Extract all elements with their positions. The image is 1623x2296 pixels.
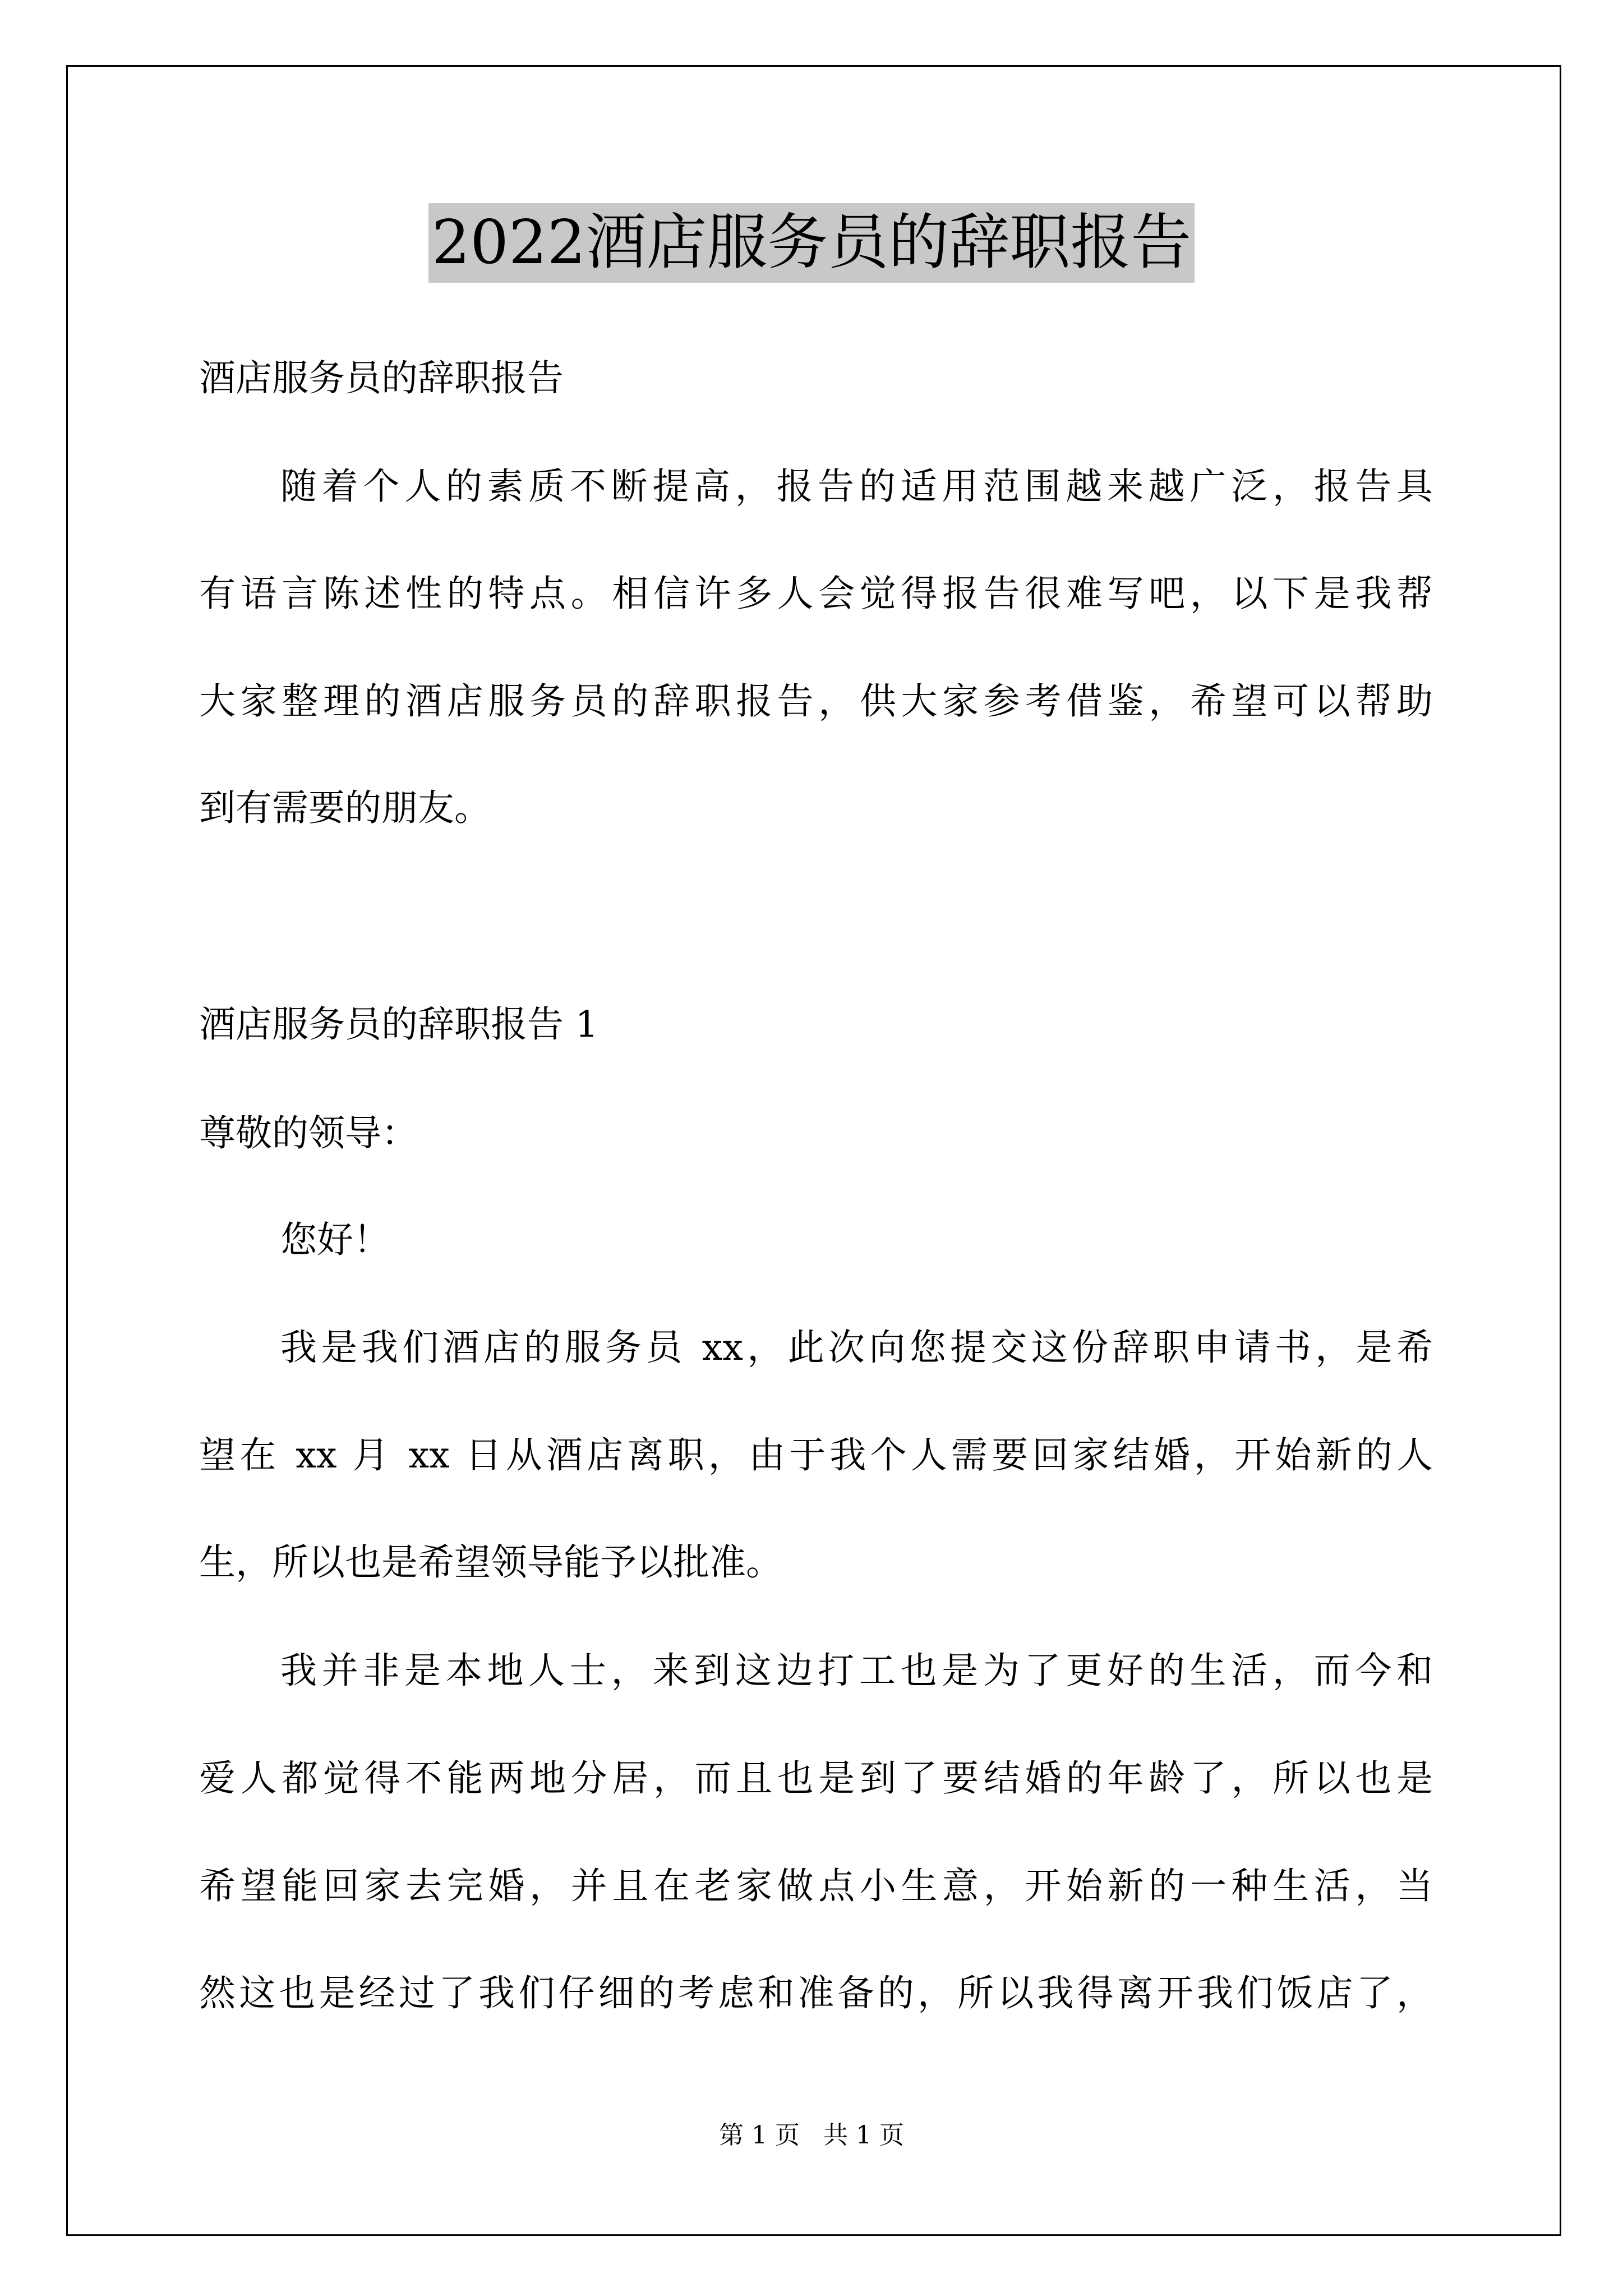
page-footer: 第 1 页 共 1 页 xyxy=(719,2121,904,2150)
intro-line-3: 大家整理的酒店服务员的辞职报告，供大家参考借鉴，希望可以帮助 xyxy=(199,680,1433,723)
paragraph1-line-2: 望在 xx 月 xx 日从酒店离职，由于我个人需要回家结婚，开始新的人 xyxy=(199,1434,1433,1476)
paragraph2-line-2: 爱人都觉得不能两地分居，而且也是到了要结婚的年龄了，所以也是 xyxy=(199,1757,1433,1800)
paragraph2-line-4: 然这也是经过了我们仔细的考虑和准备的，所以我得离开我们饭店了， xyxy=(199,1972,1433,2014)
paragraph2-line-1: 我并非是本地人士，来到这边打工也是为了更好的生活，而今和 xyxy=(280,1650,1433,1692)
intro-line-4: 到有需要的朋友。 xyxy=(199,787,491,829)
paragraph1-line-3: 生，所以也是希望领导能予以批准。 xyxy=(199,1542,783,1584)
salutation: 尊敬的领导： xyxy=(199,1112,418,1154)
document-title: 2022酒店服务员的辞职报告 xyxy=(428,203,1195,283)
greeting: 您好！ xyxy=(280,1219,390,1261)
document-subtitle: 酒店服务员的辞职报告 xyxy=(199,357,564,399)
paragraph2-line-3: 希望能回家去完婚，并且在老家做点小生意，开始新的一种生活，当 xyxy=(199,1865,1433,1907)
intro-line-1: 随着个人的素质不断提高，报告的适用范围越来越广泛，报告具 xyxy=(280,466,1433,508)
paragraph1-line-1: 我是我们酒店的服务员 xx，此次向您提交这份辞职申请书，是希 xyxy=(280,1327,1433,1369)
intro-line-2: 有语言陈述性的特点。相信许多人会觉得报告很难写吧，以下是我帮 xyxy=(199,573,1433,615)
section-heading: 酒店服务员的辞职报告 1 xyxy=(199,1004,599,1046)
title-container xyxy=(0,203,1623,283)
